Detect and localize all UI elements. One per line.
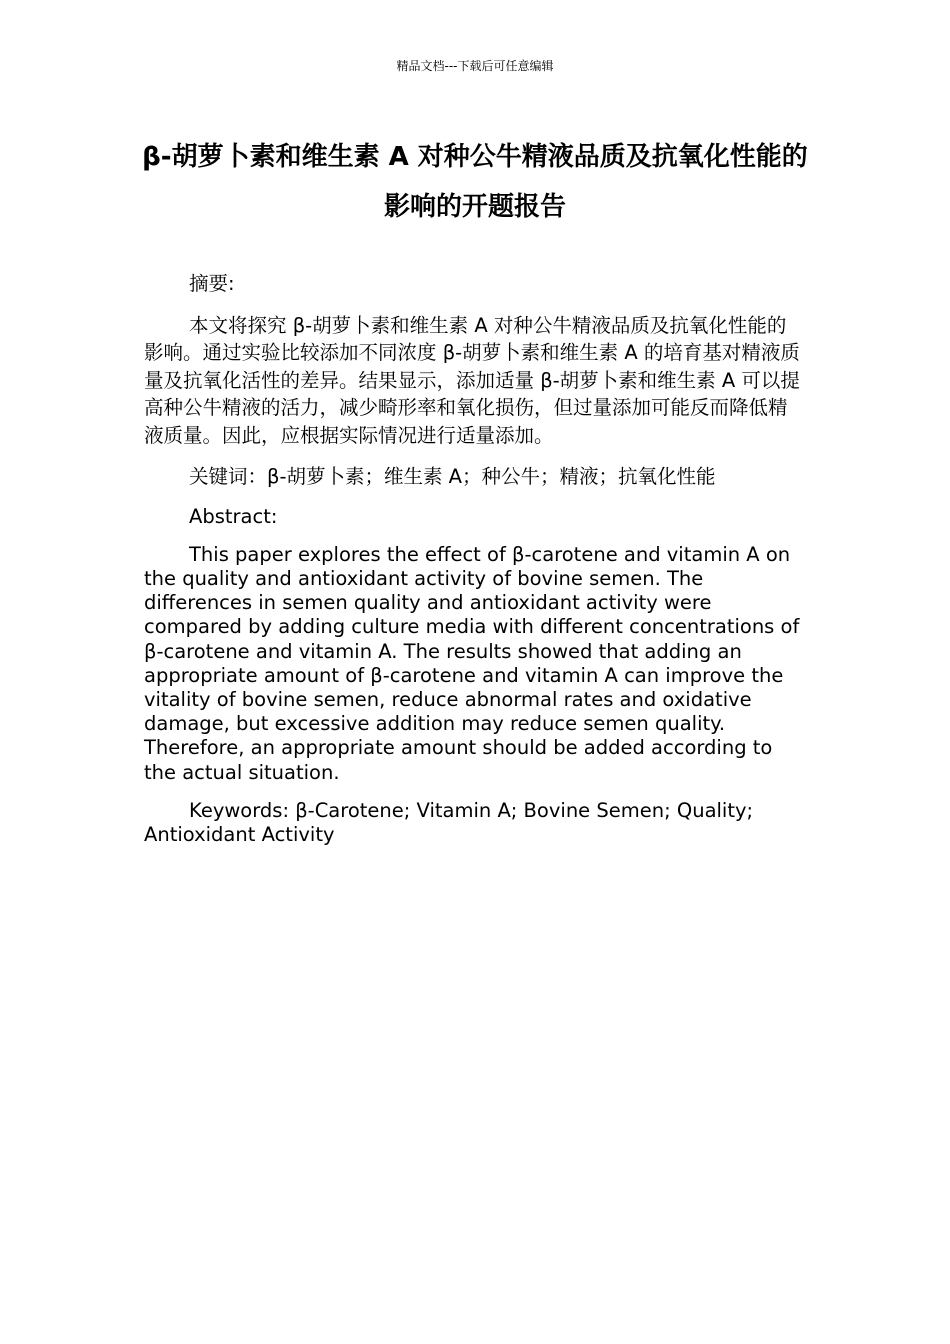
header-note: 精品文档---下载后可任意编辑 xyxy=(396,59,554,73)
document-content xyxy=(144,270,800,861)
keywords-en: Keywords: β-Carotene; Vitamin A; Bovine Semen; Quality; Antioxidant Activity xyxy=(144,798,754,846)
document-title: β-胡萝卜素和维生素 A 对种公牛精液品质及抗氧化性能的影响的开题报告 xyxy=(142,142,808,222)
abstract-en-label: Abstract: xyxy=(189,504,278,528)
abstract-cn-label: 摘要: xyxy=(189,272,235,295)
keywords-cn: 关键词：β-胡萝卜素；维生素 A；种公牛；精液；抗氧化性能 xyxy=(189,465,716,488)
abstract-en-body: This paper explores the effect of β-carotene and vitamin A on the quality and antioxidant activity of bovine semen. The differences in semen quality and antioxidant activity were compared by adding culture media with different concentrations of β-carotene and vitamin A. The results showed that adding an appropriate amount of β-carotene and vitamin A can improve the vitality of bovine semen, reduce abnormal rates and oxidative damage, but excessive addition may reduce semen quality. Therefore, an appropriate amount should be added according to the actual situation. xyxy=(144,542,800,784)
abstract-cn-body: 本文将探究 β-胡萝卜素和维生素 A 对种公牛精液品质及抗氧化性能的影响。通过实验比较添加不同浓度 β-胡萝卜素和维生素 A 的培育基对精液质量及抗氧化活性的差异。结果显示，添加适量 β-胡萝卜素和维生素 A 可以提高种公牛精液的活力，减少畸形率和氧化损伤，但过量添加可能反而降低精液质量。因此，应根据实际情况进行适量添加。 xyxy=(144,313,800,447)
